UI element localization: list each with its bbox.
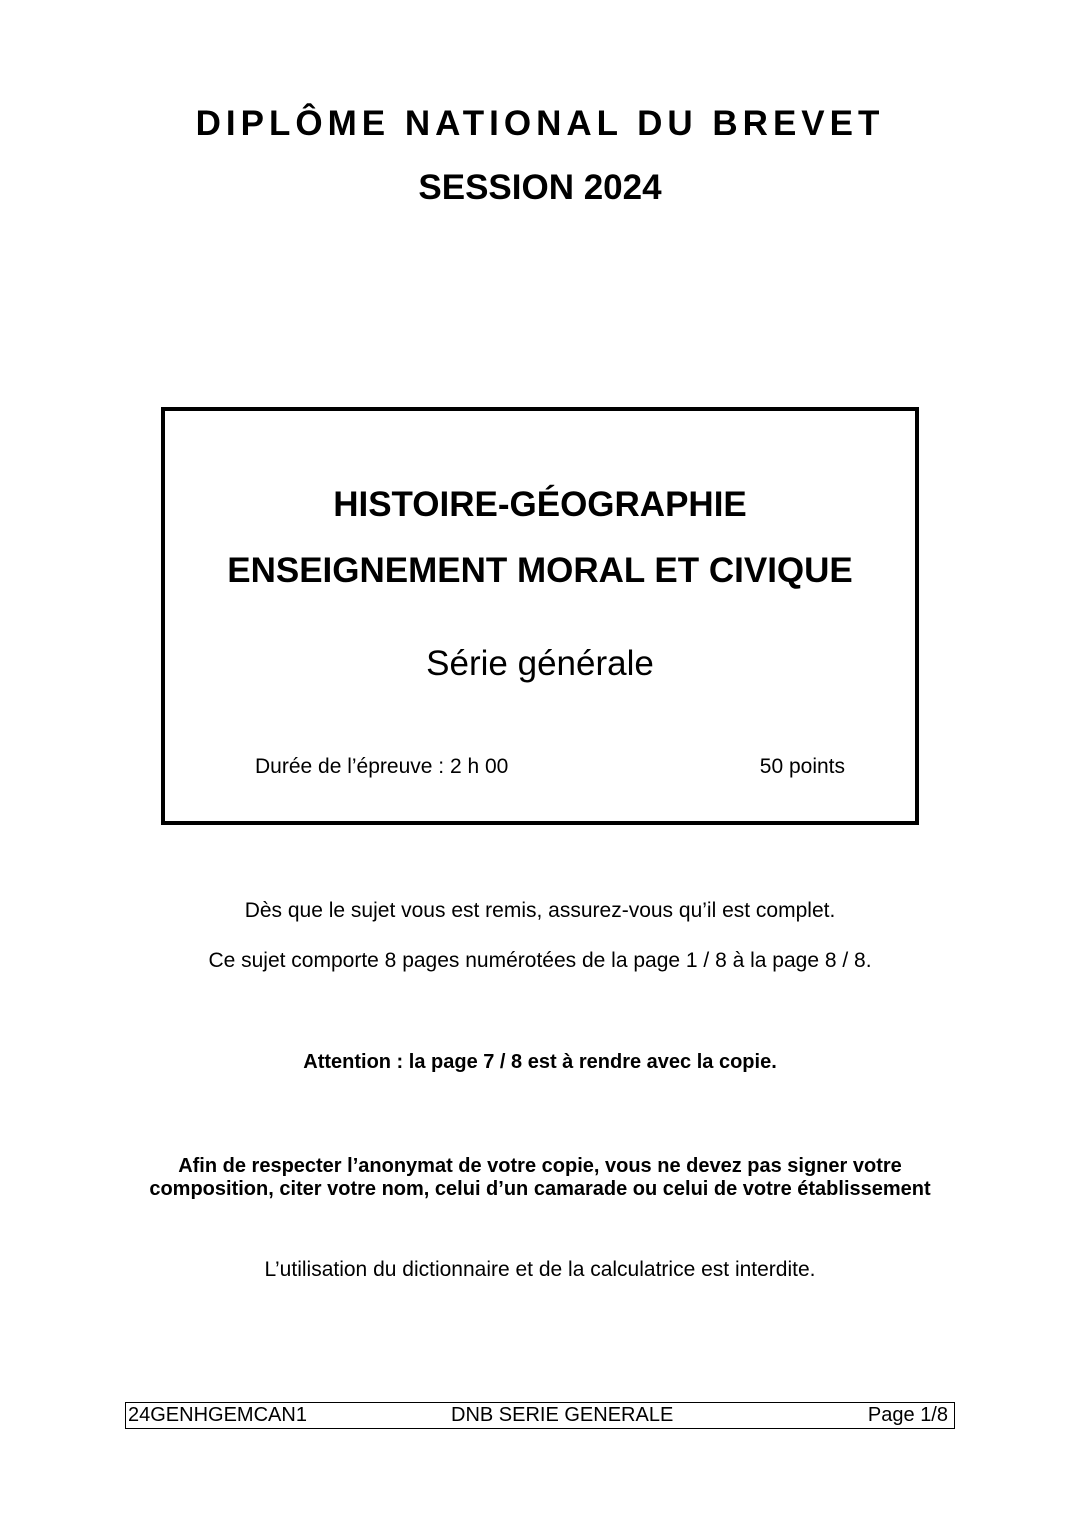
instruction-forbidden-tools: L’utilisation du dictionnaire et de la calculatrice est interdite. <box>264 1258 816 1281</box>
subject-title: HISTOIRE-GÉOGRAPHIE <box>333 485 747 524</box>
instruction-attention: Attention : la page 7 / 8 est à rendre avec la copie. <box>303 1051 777 1073</box>
session-year: SESSION 2024 <box>418 168 662 207</box>
page-footer <box>125 1402 955 1429</box>
instruction-page-count: Ce sujet comporte 8 pages numérotées de la page 1 / 8 à la page 8 / 8. <box>208 949 872 972</box>
document-title: DIPLÔME NATIONAL DU BREVET <box>195 104 885 143</box>
exam-duration: Durée de l’épreuve : 2 h 00 <box>255 755 509 778</box>
instruction-anonymity-line1: Afin de respecter l’anonymat de votre copie, vous ne devez pas signer votre <box>178 1155 902 1177</box>
footer-page-number: Page 1/8 <box>867 1404 948 1426</box>
footer-series: DNB SERIE GENERALE <box>451 1404 674 1426</box>
footer-exam-code: 24GENHGEMCAN1 <box>128 1404 307 1426</box>
subject-subtitle: ENSEIGNEMENT MORAL ET CIVIQUE <box>227 551 853 590</box>
exam-points: 50 points <box>759 755 845 778</box>
series-label: Série générale <box>426 644 654 683</box>
subject-box <box>161 407 919 825</box>
instruction-anonymity-line2: composition, citer votre nom, celui d’un camarade ou celui de votre établissement <box>149 1178 931 1200</box>
instruction-check-complete: Dès que le sujet vous est remis, assurez-vous qu’il est complet. <box>244 899 836 922</box>
